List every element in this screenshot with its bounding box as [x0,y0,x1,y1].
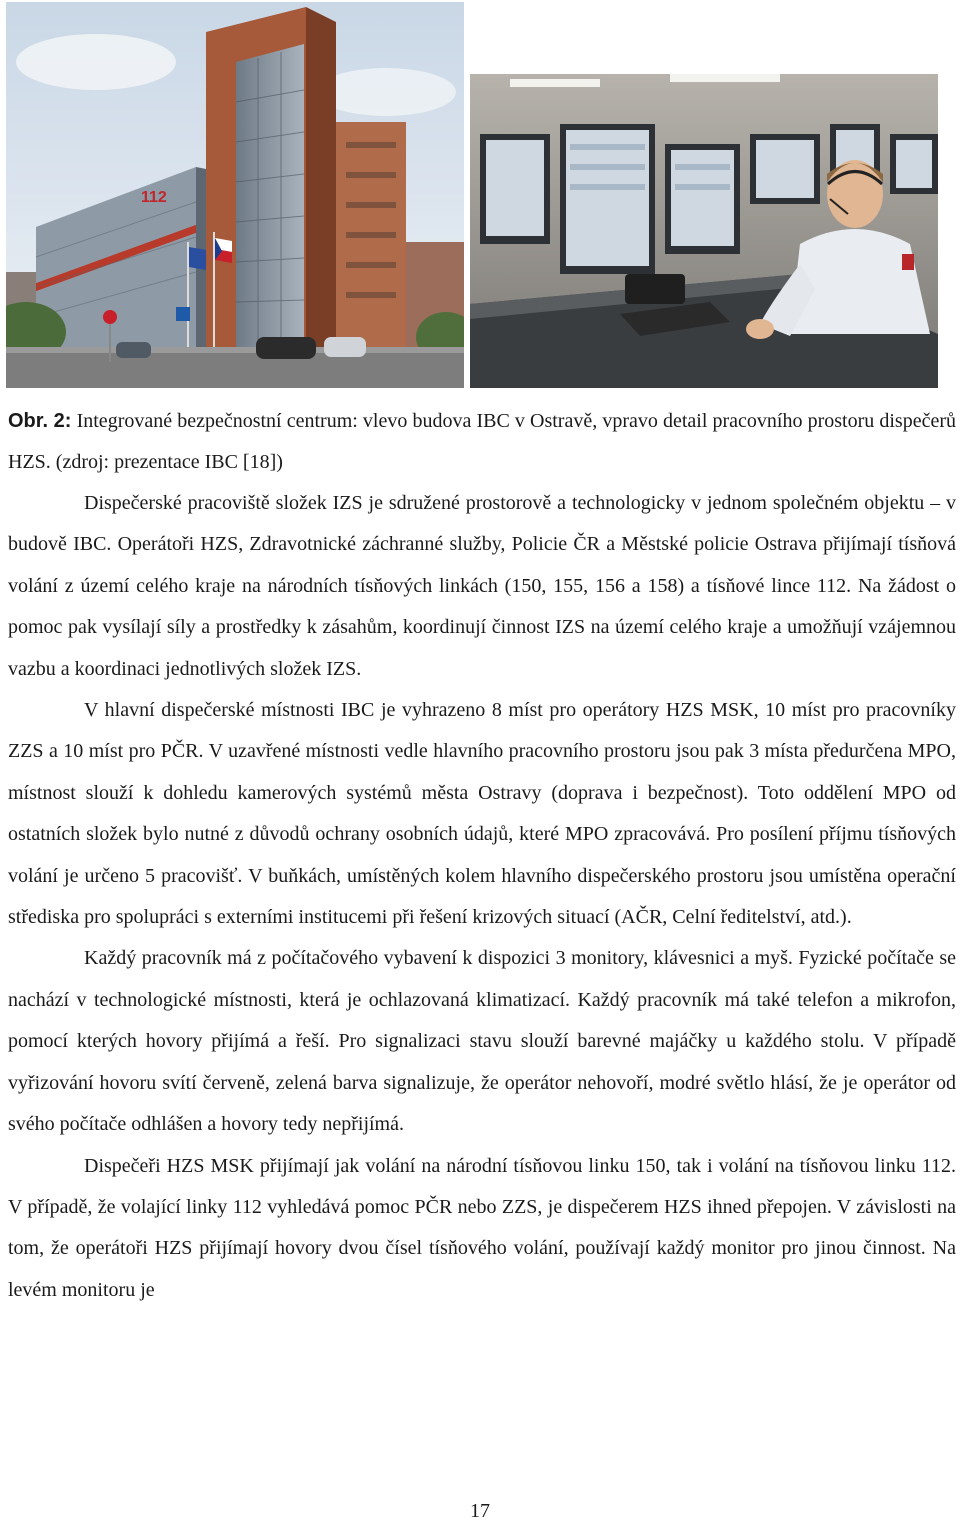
figure-caption-text: Integrované bezpečnostní centrum: vlevo budova IBC v Ostravě, vpravo detail pracovního prostoru dispečerů HZS. (zdroj: prezentace IBC [18]) [8,410,956,473]
body-text [8,483,956,1311]
figure-caption [8,401,956,483]
building-sign: 112 [141,189,167,206]
figure-label: Obr. 2: [8,410,72,432]
paragraph-3: Každý pracovník má z počítačového vybavení k dispozici 3 monitory, klávesnici a myš. Fyzické počítače se nachází v technologické místnosti, která je ochlazovaná klimatizací. Každý pracovník má také telefon a mikrofon, pomocí kterých hovory přijímá a řeší. Pro signalizaci stavu slouží barevné majáčky u každého stolu. V případě vyřizování hovoru svítí červeně, zelená barva signalizuje, že operátor nehovoří, modré světlo hlásí, že je operátor od svého počítače odhlášen a hovory tedy nepřijímá. [8,947,956,1136]
paragraph-1: Dispečerské pracoviště složek IZS je sdružené prostorově a technologicky v jednom společném objektu – v budově IBC. Operátoři HZS, Zdravotnické záchranné služby, Policie ČR a Městské policie Ostrava přijímají tísňová volání z území celého kraje na národních tísňových linkách (150, 155, 156 a 158) a tísňové lince 112. Na žádost o pomoc pak vysílají síly a prostředky k zásahům, koordinují činnost IZS na území celého kraje a umožňují vzájemnou vazbu a koordinaci jednotlivých složek IZS. [8,492,956,680]
paragraph-4: Dispečeři HZS MSK přijímají jak volání na národní tísňovou linku 150, tak i volání na tísňovou linku 112. V případě, že volající linky 112 vyhledává pomoc PČR nebo ZZS, je dispečerem HZS ihned přepojen. V závislosti na tom, že operátoři HZS přijímají hovory dvou čísel tísňového volání, používají každý monitor pro jinou činnost. Na levém monitoru je [8,1154,956,1301]
ibc-building-photo [6,2,464,388]
page-number: 17 [470,1500,490,1522]
figure-photos [0,0,960,392]
paragraph-2: V hlavní dispečerské místnosti IBC je vyhrazeno 8 míst pro operátory HZS MSK, 10 míst pro pracovníky ZZS a 10 míst pro PČR. V uzavřené místnosti vedle hlavního pracovního prostoru jsou pak 3 místa předurčena MPO, místnost slouží k dohledu kamerových systémů města Ostravy (doprava i bezpečnost). Toto oddělení MPO od ostatních složek bylo nutné z důvodů ochrany osobních údajů, které MPO zpracovává. Pro posílení příjmu tísňových volání je určeno 5 pracovišť. V buňkách, umístěných kolem hlavního dispečerského prostoru jsou umístěna operační střediska pro spolupráci s externími institucemi při řešení krizových situací (AČR, Celní ředitelství, atd.). [8,699,956,929]
dispatcher-workplace-photo [470,74,938,388]
